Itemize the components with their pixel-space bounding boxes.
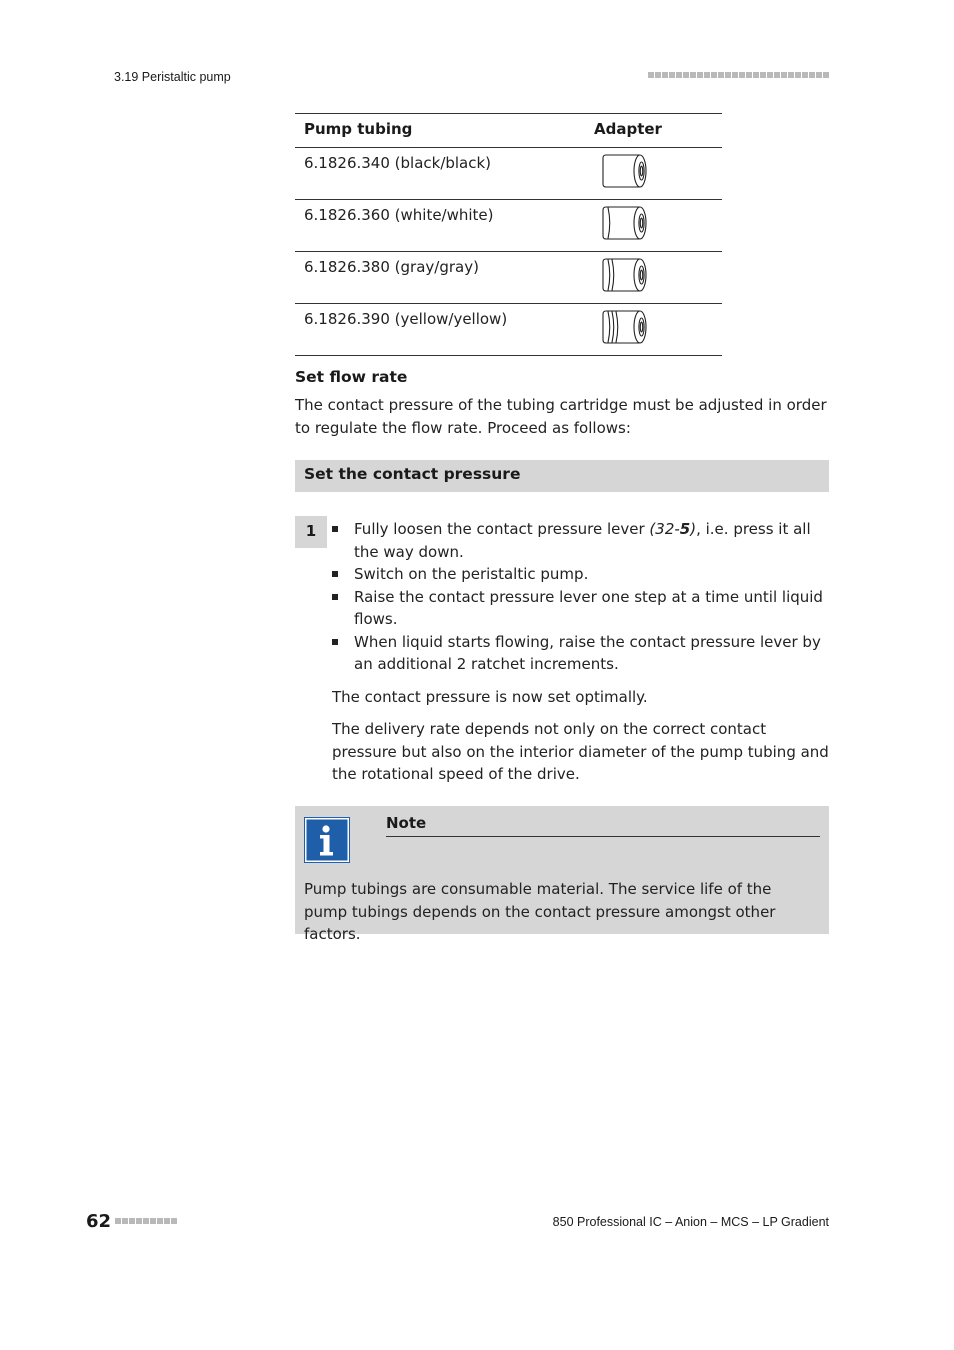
decoration-square [157,1218,163,1224]
decoration-square [697,72,703,78]
bullet-marker [332,639,338,645]
section-paragraph: The contact pressure of the tubing cartridge must be adjusted in order to regulate the flow rate. Proceed as follows: [295,396,827,437]
decoration-square [662,72,668,78]
decoration-square [122,1218,128,1224]
note-box [295,806,829,943]
bullet-text: When liquid starts flowing, raise the contact pressure lever by an additional 2 ratchet increments. [354,632,821,673]
note-text: Pump tubings are consumable material. The service life of the pump tubings depends on the contact pressure amongst other factors. [304,880,776,943]
decoration-square [725,72,731,78]
tubing-cell: 6.1826.360 (white/white) [304,206,494,224]
decoration-square [115,1218,121,1224]
bullet-marker [332,571,338,577]
table-row [295,252,722,304]
section-title: Set flow rate [295,368,408,386]
decoration-square [718,72,724,78]
decoration-square [171,1218,177,1224]
step-result: The contact pressure is now set optimally. [332,688,648,706]
list-item [332,586,829,631]
decoration-square [711,72,717,78]
step-bullet-list [332,518,829,676]
decoration-square [816,72,822,78]
procedure-title: Set the contact pressure [304,465,521,483]
bullet-text: Switch on the peristaltic pump. [354,565,589,583]
tubing-adapter-table [295,113,722,356]
decoration-square [809,72,815,78]
adapter-0-rings-icon [602,154,647,188]
decoration-square [802,72,808,78]
decoration-square [136,1218,142,1224]
table-row [295,304,722,356]
decoration-square [648,72,654,78]
bullet-marker [332,526,338,532]
list-item [332,631,829,676]
decoration-square [760,72,766,78]
adapter-2-rings-icon [602,258,647,292]
step-explanation: The delivery rate depends not only on the correct contact pressure but also on the interior diameter of the pump tubing and the rotational speed of the drive. [332,720,829,783]
decoration-square [781,72,787,78]
bullet-text: , i.e. press it all the way down. [354,520,811,561]
decoration-square [690,72,696,78]
tubing-cell: 6.1826.390 (yellow/yellow) [304,310,508,328]
decoration-square [683,72,689,78]
adapter-3-rings-icon [602,310,647,344]
tubing-cell: 6.1826.340 (black/black) [304,154,492,172]
table-header-row [295,114,722,148]
table-row [295,200,722,252]
decoration-square [150,1218,156,1224]
procedure-header [295,460,829,492]
decoration-square [767,72,773,78]
decoration-square [129,1218,135,1224]
decoration-square [788,72,794,78]
note-title: Note [386,814,820,837]
decoration-square [164,1218,170,1224]
decoration-square [655,72,661,78]
decoration-square [739,72,745,78]
decoration-square [704,72,710,78]
info-icon [304,817,350,863]
decoration-square [669,72,675,78]
col-header-adapter: Adapter [594,120,662,138]
decoration-square [143,1218,149,1224]
decoration-square [676,72,682,78]
running-header-section: 3.19 Peristaltic pump [114,70,231,84]
header-decoration [648,72,829,78]
list-item [332,518,829,563]
col-header-pump-tubing: Pump tubing [304,120,413,138]
list-item [332,563,829,586]
decoration-square [746,72,752,78]
running-footer-title: 850 Professional IC – Anion – MCS – LP Gradient [552,1215,829,1229]
bullet-text: Raise the contact pressure lever one step at a time until liquid flows. [354,587,823,628]
decoration-square [732,72,738,78]
figure-reference: (32-5) [649,520,697,538]
bullet-text: Fully loosen the contact pressure lever [354,520,650,538]
decoration-square [774,72,780,78]
decoration-square [823,72,829,78]
step-number: 1 [295,516,327,548]
bullet-marker [332,594,338,600]
page-number: 62 [86,1211,112,1232]
decoration-square [795,72,801,78]
tubing-cell: 6.1826.380 (gray/gray) [304,258,479,276]
footer-decoration [115,1218,177,1224]
table-row [295,148,722,200]
decoration-square [753,72,759,78]
adapter-1-ring-icon [602,206,647,240]
